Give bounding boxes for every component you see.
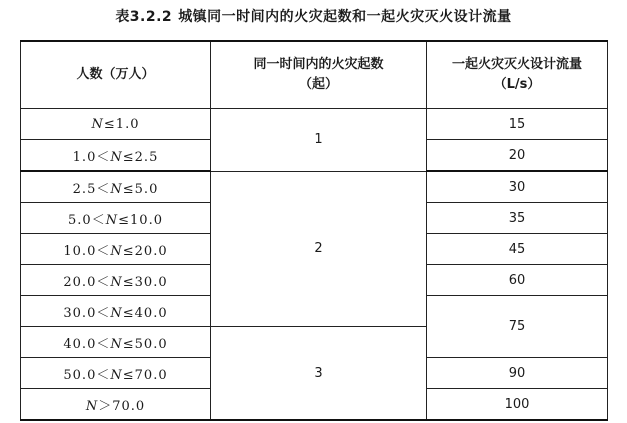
flow-cell: 35 bbox=[427, 203, 608, 234]
table-number: 表3.2.2 bbox=[115, 9, 173, 25]
flow-cell: 90 bbox=[427, 358, 608, 389]
flow-cell: 20 bbox=[427, 140, 608, 172]
population-cell: 40.0＜N≤50.0 bbox=[21, 327, 211, 358]
header-population: 人数（万人） bbox=[21, 41, 211, 109]
header-fire-count-line1: 同一时间内的火灾起数 bbox=[253, 57, 384, 72]
table-row bbox=[21, 171, 608, 203]
fire-count-cell: 1 bbox=[211, 109, 427, 172]
flow-cell: 75 bbox=[427, 296, 608, 358]
population-cell: 5.0＜N≤10.0 bbox=[21, 203, 211, 234]
population-cell: 20.0＜N≤30.0 bbox=[21, 265, 211, 296]
header-flow-line2: （L/s） bbox=[493, 77, 541, 92]
population-cell: 10.0＜N≤20.0 bbox=[21, 234, 211, 265]
population-cell: 2.5＜N≤5.0 bbox=[21, 171, 211, 203]
flow-cell: 15 bbox=[427, 109, 608, 140]
table-title: 城镇同一时间内的火灾起数和一起火灾灭火设计流量 bbox=[178, 9, 512, 25]
flow-cell: 100 bbox=[427, 389, 608, 421]
population-cell: 1.0＜N≤2.5 bbox=[21, 140, 211, 172]
table-caption bbox=[0, 6, 627, 28]
header-row bbox=[21, 41, 608, 109]
header-fire-count-line2: （起） bbox=[298, 77, 338, 92]
population-cell: N＞70.0 bbox=[21, 389, 211, 421]
fire-flow-table bbox=[20, 40, 608, 421]
header-flow-line1: 一起火灾灭火设计流量 bbox=[451, 57, 582, 72]
population-cell: 30.0＜N≤40.0 bbox=[21, 296, 211, 327]
population-cell: 50.0＜N≤70.0 bbox=[21, 358, 211, 389]
fire-count-cell: 2 bbox=[211, 171, 427, 327]
header-fire-count bbox=[211, 41, 427, 109]
population-cell: N≤1.0 bbox=[21, 109, 211, 140]
header-flow bbox=[427, 41, 608, 109]
flow-cell: 60 bbox=[427, 265, 608, 296]
table-row bbox=[21, 109, 608, 140]
flow-cell: 45 bbox=[427, 234, 608, 265]
flow-cell: 30 bbox=[427, 171, 608, 203]
fire-count-cell: 3 bbox=[211, 327, 427, 421]
